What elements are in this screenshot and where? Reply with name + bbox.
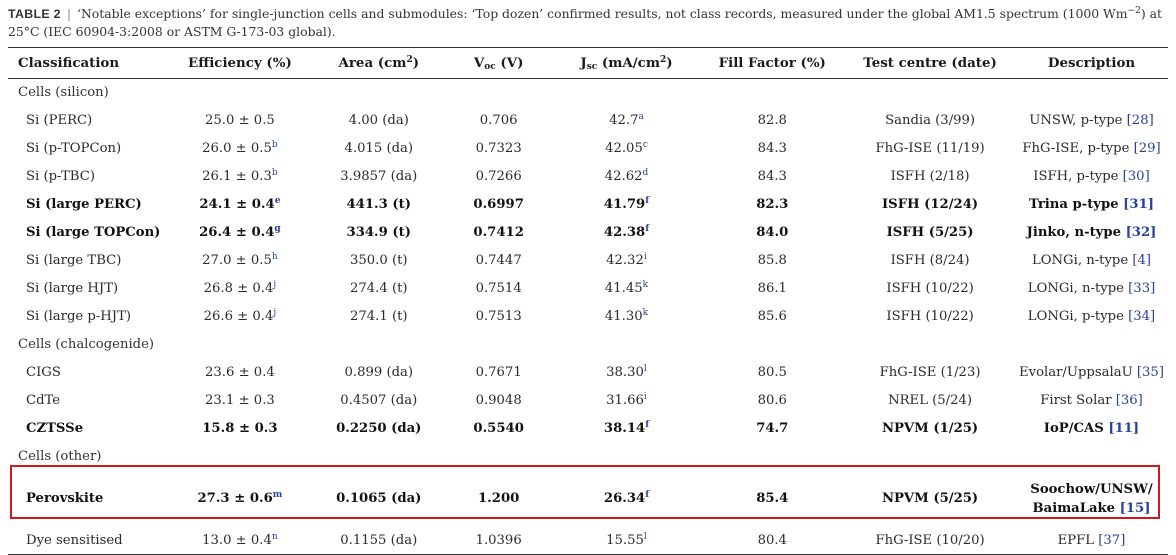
footnote-marker: l xyxy=(643,531,647,542)
reference-link[interactable]: [31] xyxy=(1123,197,1155,212)
table-row xyxy=(8,247,1168,275)
header-fill-factor: Fill Factor (%) xyxy=(699,48,845,79)
footnote-marker: b xyxy=(271,140,278,150)
cell-jsc: 38.14$^f$ xyxy=(603,420,650,436)
cell-efficiency: $27.3 \pm 0.6^m$ xyxy=(197,490,283,506)
footnote-marker: f xyxy=(645,196,650,206)
cell-voc: 1.0396 xyxy=(444,527,554,555)
cell-jsc: 42.7$^a$ xyxy=(609,112,644,128)
table-caption xyxy=(8,5,1168,40)
table-row xyxy=(8,303,1168,331)
cell-voc: 0.7266 xyxy=(475,169,522,184)
cell-description: Evolar/UppsalaU [35] xyxy=(1019,365,1164,380)
cell-voc: 0.7514 xyxy=(475,281,522,296)
cell-jsc: 31.66$^i$ xyxy=(606,392,647,408)
cell-test-centre: FhG-ISE (1/23) xyxy=(879,365,981,380)
cell-classification: CIGS xyxy=(26,365,61,380)
cell-classification: Si (large TOPCon) xyxy=(26,225,161,240)
cell-fill-factor: 86.1 xyxy=(757,281,787,296)
cell-voc: 1.200 xyxy=(478,491,520,506)
cell-fill-factor: 80.5 xyxy=(757,365,787,380)
cell-fill-factor: 84.3 xyxy=(757,141,787,156)
cell-fill-factor: 84.3 xyxy=(757,169,787,184)
header-efficiency: Efficiency (%) xyxy=(166,48,314,79)
cell-fill-factor: 84.0 xyxy=(756,225,789,240)
reference-link[interactable]: [34] xyxy=(1128,309,1156,324)
cell-classification: Si (large HJT) xyxy=(26,281,119,296)
cell-efficiency: 26.1 ± 0.3$^b$ xyxy=(202,168,278,184)
reference-link[interactable]: [32] xyxy=(1125,225,1157,240)
section-row xyxy=(8,79,1168,107)
cell-area: 0.2250 (da) xyxy=(336,421,422,436)
cell-jsc: 38.30$^l$ xyxy=(606,364,647,380)
footnote-marker: l xyxy=(643,364,647,374)
cell-classification: Dye sensitised xyxy=(8,527,166,555)
table-label: TABLE 2 xyxy=(8,7,61,21)
cell-classification: Si (p-TOPCon) xyxy=(26,141,122,156)
header-row xyxy=(8,48,1168,79)
footnote-marker: k xyxy=(642,280,649,290)
reference-link[interactable]: [11] xyxy=(1108,421,1140,436)
cell-voc: 0.7447 xyxy=(475,253,522,268)
section-label: Cells (silicon) xyxy=(18,85,109,101)
efficiency-table xyxy=(8,47,1168,555)
header-jsc: $J_{sc}$ $(mA/cm^2)$ xyxy=(554,48,700,79)
cell-jsc: 42.05$^c$ xyxy=(605,140,648,156)
cell-area: 441.3 (t) xyxy=(346,197,411,212)
footnote-marker: i xyxy=(643,252,647,262)
footnote-marker: f xyxy=(645,224,650,234)
cell-area: 4.015 (da) xyxy=(344,141,414,156)
cell-jsc: 42.62$^d$ xyxy=(604,168,649,184)
footnote-marker: e xyxy=(274,196,281,206)
cell-test-centre: Sandia (3/99) xyxy=(885,113,976,128)
cell-area: 4.00 (da) xyxy=(348,113,409,128)
table-row xyxy=(8,275,1168,303)
cell-fill-factor: 80.4 xyxy=(699,527,845,555)
cell-area: 0.1065 (da) xyxy=(336,491,422,506)
footnote-marker: j xyxy=(273,280,277,290)
cell-classification: Si (PERC) xyxy=(26,113,93,128)
cell-jsc: 41.79$^f$ xyxy=(603,196,650,212)
cell-fill-factor: 82.3 xyxy=(756,197,789,212)
cell-test-centre: NREL (5/24) xyxy=(888,393,973,408)
footnote-marker: k xyxy=(642,308,649,318)
footnote-marker: a xyxy=(638,112,644,122)
cell-test-centre: ISFH (12/24) xyxy=(882,197,979,212)
cell-description: LONGi, n-type [33] xyxy=(1027,281,1156,296)
cell-description: IoP/CAS [11] xyxy=(1043,421,1140,436)
cell-area: 0.1155 (da) xyxy=(314,527,444,555)
table-body xyxy=(8,79,1168,555)
reference-link[interactable]: [28] xyxy=(1126,113,1154,128)
caption-superscript: −2 xyxy=(1127,6,1141,16)
cell-voc: 0.6997 xyxy=(473,197,524,212)
cell-test-centre: NPVM (1/25) xyxy=(881,421,979,436)
cell-test-centre: NPVM (5/25) xyxy=(881,491,979,506)
reference-link[interactable]: [30] xyxy=(1122,169,1150,184)
caption-text-end: ) at 25°C (IEC 60904-3:2008 or ASTM G-173-03 global). xyxy=(8,6,1162,39)
section-label: Cells (other) xyxy=(18,449,102,464)
table-row xyxy=(8,471,1168,527)
cell-test-centre: FhG-ISE (10/20) xyxy=(845,527,1015,555)
reference-link[interactable]: [33] xyxy=(1128,281,1156,296)
cell-jsc: 26.34$^f$ xyxy=(603,490,650,506)
cell-efficiency: $13.0 \pm 0.4^n$ xyxy=(166,527,314,555)
header-voc: $V_{oc}$ (V) xyxy=(444,48,554,79)
cell-classification: CdTe xyxy=(26,393,61,408)
cell-fill-factor: 85.8 xyxy=(757,253,787,268)
cell-description: Jinko, n-type [32] xyxy=(1026,225,1157,240)
footnote-marker: j xyxy=(273,308,277,318)
cell-classification: Perovskite xyxy=(26,491,104,506)
cell-jsc: 15.55$^l$ xyxy=(554,527,700,555)
reference-link[interactable]: [35] xyxy=(1136,365,1164,380)
cell-classification: Si (large p-HJT) xyxy=(26,309,132,324)
cell-efficiency: 27.0 ± 0.5$^h$ xyxy=(202,252,278,268)
reference-link[interactable]: [15] xyxy=(1119,500,1151,516)
cell-efficiency: 24.1 ± 0.4$^e$ xyxy=(199,196,281,212)
footnote-marker: i xyxy=(643,392,647,402)
cell-description: Trina p-type [31] xyxy=(1028,197,1155,212)
footnote-marker: m xyxy=(272,490,283,500)
cell-jsc: 42.32$^i$ xyxy=(606,252,647,268)
cell-area: 334.9 (t) xyxy=(346,225,411,240)
cell-jsc: 41.45$^k$ xyxy=(604,280,649,296)
cell-efficiency: $26.6 \pm 0.4^j$ xyxy=(203,308,277,324)
table-row xyxy=(8,359,1168,387)
cell-description: Soochow/UNSW/ BaimaLake [15] xyxy=(1030,481,1153,516)
cell-description: ISFH, p-type [30] xyxy=(1033,169,1150,184)
cell-classification: Si (p-TBC) xyxy=(26,169,95,184)
table-row xyxy=(8,387,1168,415)
caption-text: ‘Notable exceptions’ for single-junction cells and submodules: ‘Top dozen’ confirmed results, not class records, measured under the global AM1.5 spectrum (1000 Wm xyxy=(77,6,1128,21)
cell-efficiency: 23.6 ± 0.4 xyxy=(205,365,275,380)
header-description: Description xyxy=(1015,48,1168,79)
reference-link[interactable]: [29] xyxy=(1133,141,1161,156)
cell-voc: 0.7671 xyxy=(475,365,522,380)
cell-voc: 0.9048 xyxy=(475,393,522,408)
section-row xyxy=(8,443,1168,471)
header-test-centre: Test centre (date) xyxy=(845,48,1015,79)
cell-area: 0.899 (da) xyxy=(344,365,414,380)
cell-area: 350.0 (t) xyxy=(350,253,408,268)
cell-description: EPFL [37] xyxy=(1015,527,1168,555)
footnote-marker: f xyxy=(645,490,650,500)
cell-voc: 0.5540 xyxy=(473,421,524,436)
cell-description: LONGi, p-type [34] xyxy=(1027,309,1156,324)
section-row xyxy=(8,331,1168,359)
header-classification: Classification xyxy=(8,48,166,79)
cell-efficiency: $26.8 \pm 0.4^j$ xyxy=(203,280,277,296)
reference-link[interactable]: [4] xyxy=(1132,253,1152,268)
caption-separator: | xyxy=(66,6,71,21)
reference-link[interactable]: [36] xyxy=(1115,393,1143,408)
cell-jsc: 42.38$^f$ xyxy=(603,224,650,240)
cell-voc: 0.7412 xyxy=(473,225,524,240)
cell-test-centre: ISFH (5/25) xyxy=(886,225,974,240)
cell-jsc: 41.30$^k$ xyxy=(604,308,649,324)
cell-classification: Si (large PERC) xyxy=(26,197,142,212)
footnote-marker: c xyxy=(642,140,648,150)
cell-test-centre: ISFH (8/24) xyxy=(890,253,970,268)
footnote-marker: d xyxy=(642,168,649,178)
cell-fill-factor: 82.8 xyxy=(757,113,787,128)
cell-efficiency: 26.0 ± 0.5$^b$ xyxy=(202,140,278,156)
cell-voc: 0.7323 xyxy=(475,141,522,156)
table-row xyxy=(8,415,1168,443)
footnote-marker: f xyxy=(645,420,650,430)
cell-test-centre: FhG-ISE (11/19) xyxy=(875,141,985,156)
cell-voc: 0.706 xyxy=(479,113,518,128)
cell-efficiency: 15.8 ± 0.3 xyxy=(202,421,278,436)
cell-fill-factor: 85.6 xyxy=(757,309,787,324)
table-row xyxy=(8,527,1168,555)
cell-test-centre: ISFH (2/18) xyxy=(890,169,970,184)
cell-efficiency: 25.0 ± 0.5 xyxy=(205,113,275,128)
cell-efficiency: 26.4 ± 0.4$^g$ xyxy=(199,224,281,240)
table-row xyxy=(8,219,1168,247)
cell-description: First Solar [36] xyxy=(1040,393,1143,408)
cell-description: FhG-ISE, p-type [29] xyxy=(1022,141,1161,156)
cell-fill-factor: 80.6 xyxy=(757,393,787,408)
header-area: Area $(cm^2)$ xyxy=(314,48,444,79)
footnote-marker: g xyxy=(274,224,281,234)
footnote-marker: h xyxy=(271,252,278,262)
table-row xyxy=(8,163,1168,191)
cell-area: 0.4507 (da) xyxy=(340,393,418,408)
cell-voc: 0.7513 xyxy=(475,309,522,324)
cell-classification: Si (large TBC) xyxy=(26,253,122,268)
cell-description: UNSW, p-type [28] xyxy=(1029,113,1154,128)
cell-area: 274.4 (t) xyxy=(350,281,408,296)
cell-description: LONGi, n-type [4] xyxy=(1031,253,1152,268)
cell-area: 274.1 (t) xyxy=(350,309,408,324)
reference-link[interactable]: [37] xyxy=(1098,532,1126,548)
section-label: Cells (chalcogenide) xyxy=(18,337,155,352)
table-row xyxy=(8,107,1168,135)
footnote-marker: n xyxy=(271,531,278,542)
cell-classification: CZTSSe xyxy=(26,421,84,436)
cell-efficiency: 23.1 ± 0.3 xyxy=(205,393,275,408)
cell-fill-factor: 85.4 xyxy=(756,491,789,506)
cell-test-centre: ISFH (10/22) xyxy=(886,309,974,324)
table-row xyxy=(8,191,1168,219)
cell-test-centre: ISFH (10/22) xyxy=(886,281,974,296)
cell-fill-factor: 74.7 xyxy=(756,421,789,436)
footnote-marker: b xyxy=(271,168,278,178)
cell-area: 3.9857 (da) xyxy=(340,169,418,184)
table-row xyxy=(8,135,1168,163)
